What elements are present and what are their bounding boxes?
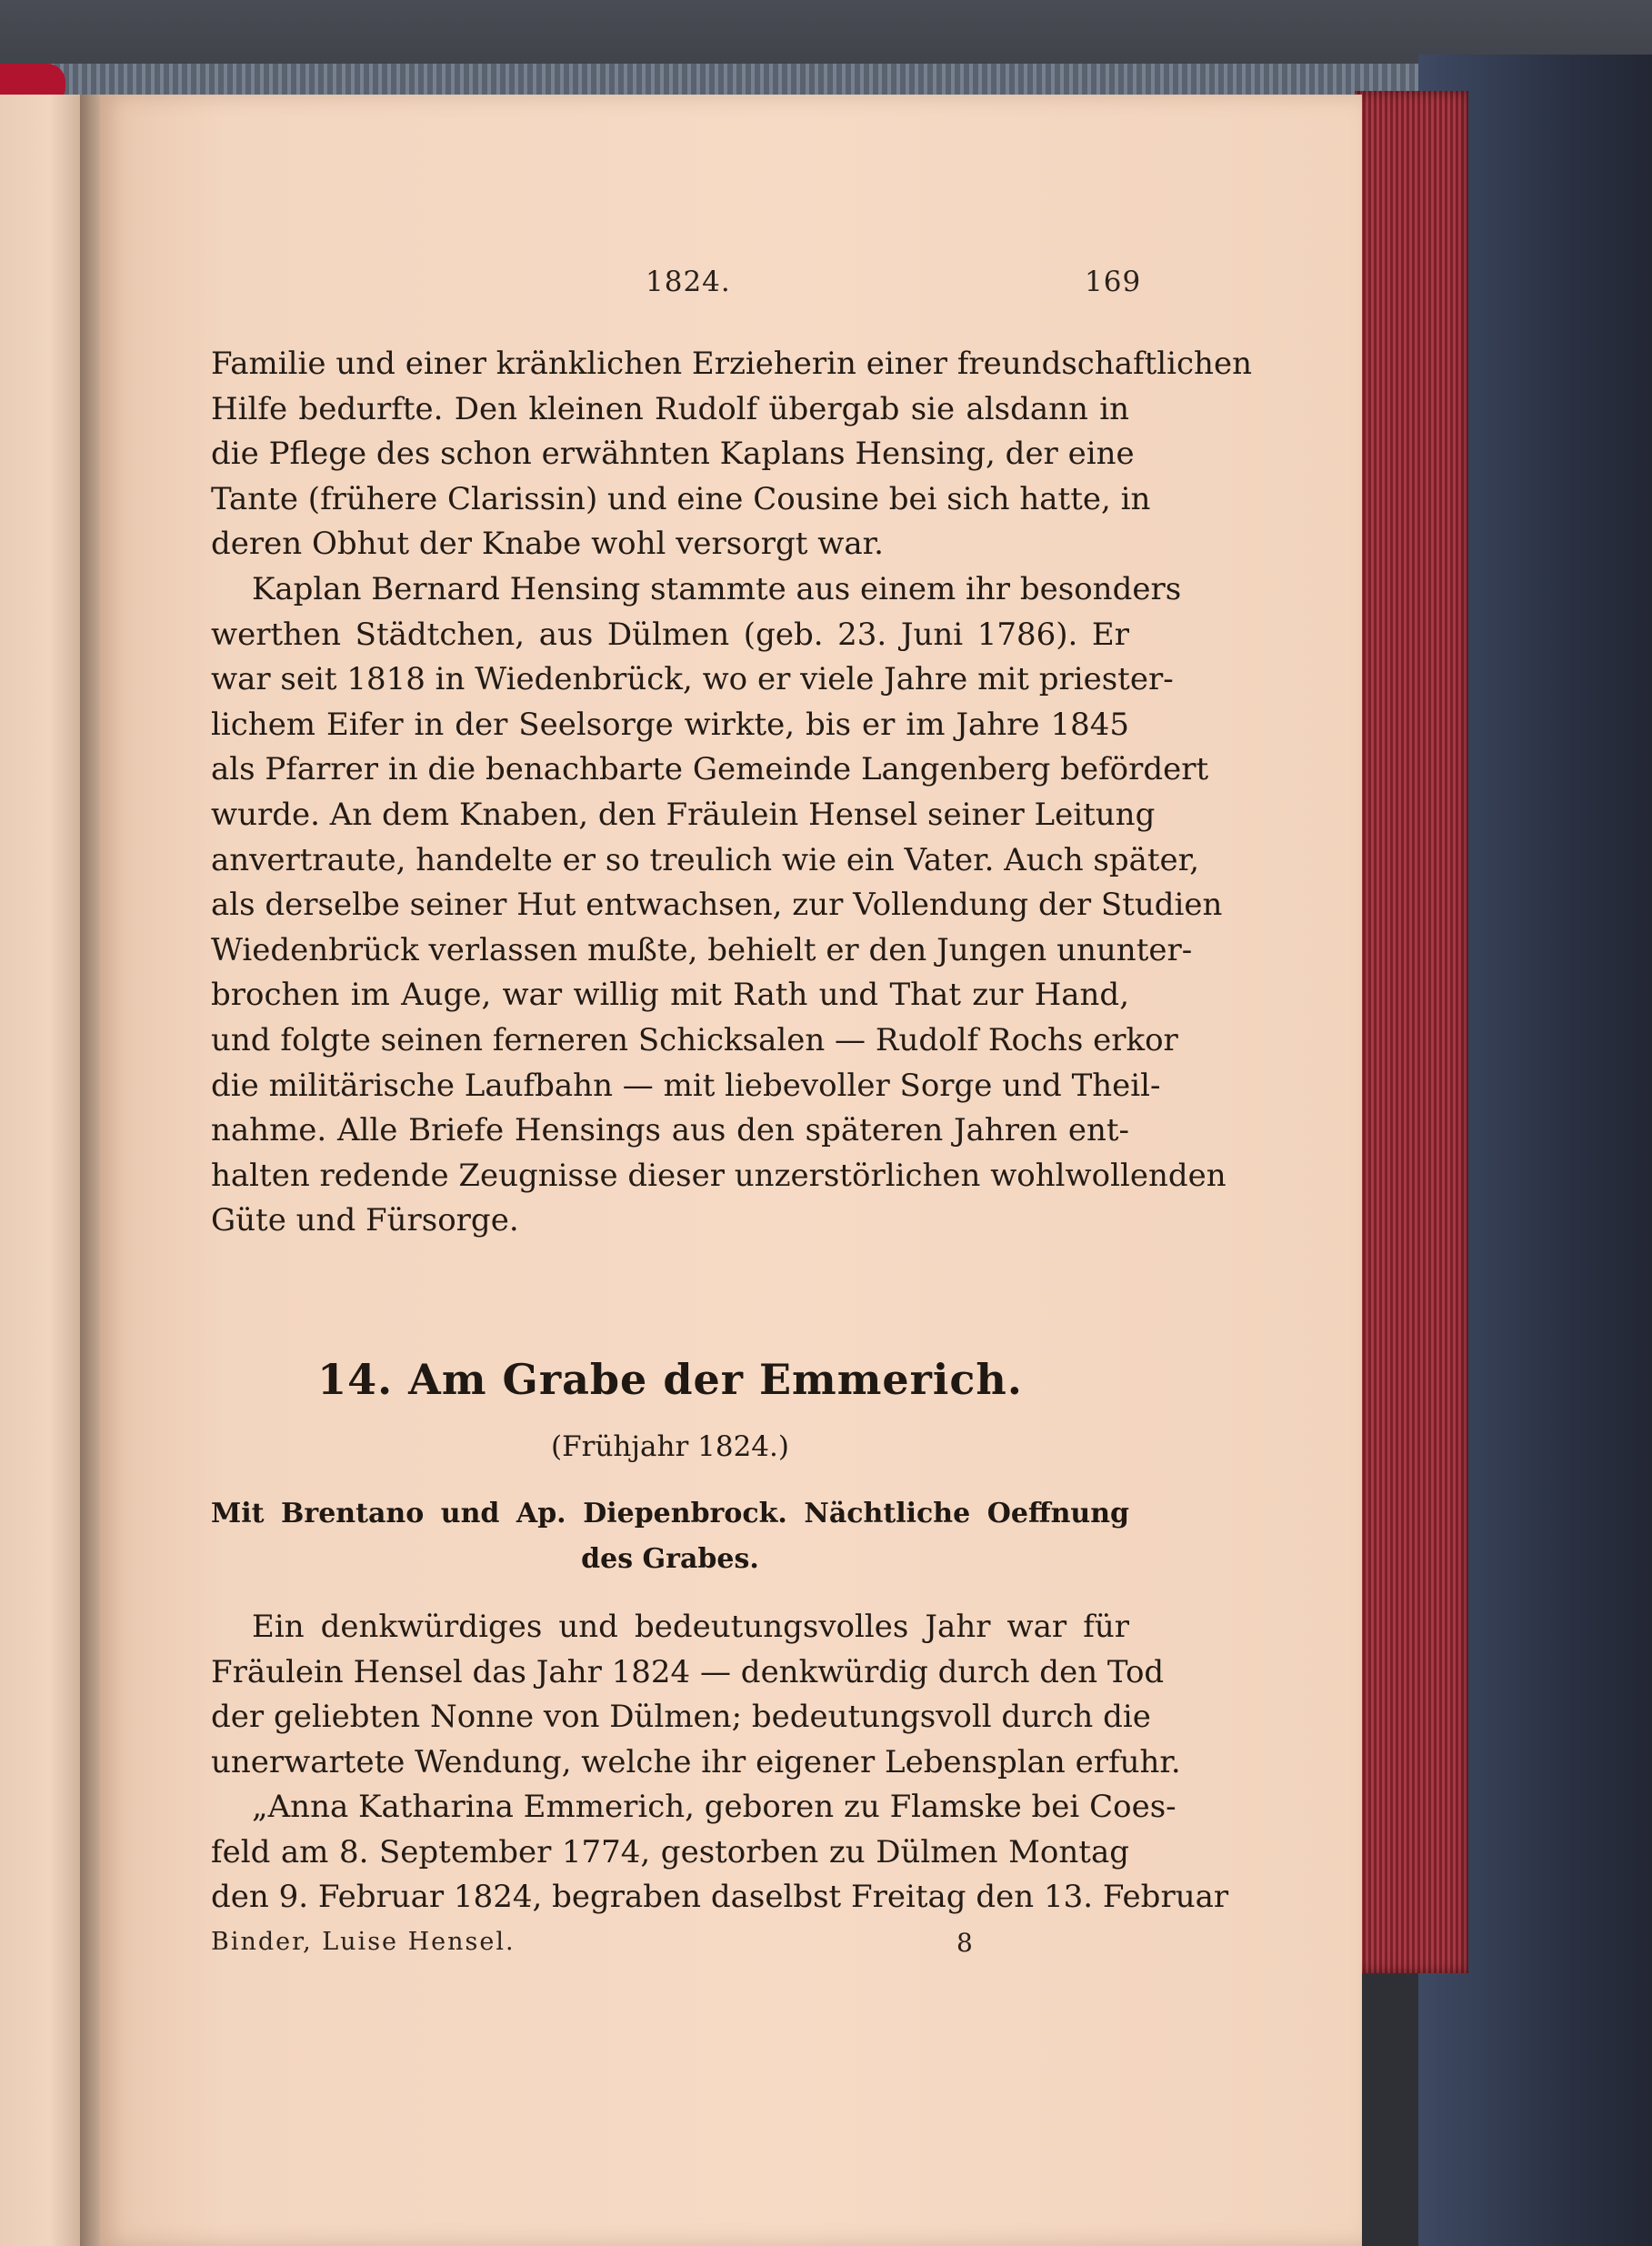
text-line: wurde. An dem Knaben, den Fräulein Hensel seiner Leitung [211, 796, 1156, 833]
paragraph-2 [211, 567, 1226, 1244]
text-line: und folgte seinen ferneren Schicksalen — Rudolf Rochs erkor [211, 1021, 1178, 1058]
text-line: als Pfarrer in die benachbarte Gemeinde Langenberg befördert [211, 751, 1209, 788]
chapter-title: 14. Am Grabe der Emmerich. [317, 1355, 1023, 1404]
text-line: die militärische Laufbahn — mit liebevoller Sorge und Theil- [211, 1067, 1161, 1104]
text-line: Kaplan Bernard Hensing stammte aus einem ihr besonders [252, 571, 1182, 607]
text-line: feld am 8. September 1774, gestorben zu Dülmen Montag [211, 1833, 1129, 1870]
summary-line: des Grabes. [581, 1543, 759, 1575]
chapter-summary [211, 1491, 1129, 1582]
text-line: werthen Städtchen, aus Dülmen (geb. 23. Juni 1786). Er [211, 616, 1129, 653]
text-line: war seit 1818 in Wiedenbrück, wo er viele Jahre mit priester- [211, 661, 1174, 698]
text-line: den 9. Februar 1824, begraben daselbst Freitag den 13. Februar [211, 1879, 1229, 1916]
text-line: Ein denkwürdiges und bedeutungsvolles Jahr war für [252, 1609, 1129, 1645]
text-line: Hilfe bedurfte. Den kleinen Rudolf übergab sie alsdann in [211, 390, 1129, 427]
paragraph-3 [211, 1605, 1181, 1785]
text-line: halten redende Zeugnisse dieser unzerstörlichen wohlwollenden [211, 1157, 1226, 1194]
chapter-subtitle: (Frühjahr 1824.) [551, 1430, 789, 1463]
paragraph-4 [211, 1785, 1229, 1920]
sheet-number: 8 [956, 1928, 973, 1958]
page-number: 169 [1085, 266, 1142, 298]
text-line: als derselbe seiner Hut entwachsen, zur Vollendung der Studien [211, 887, 1223, 924]
left-page-edge [0, 95, 91, 2246]
text-line: der geliebten Nonne von Dülmen; bedeutungsvoll durch die [211, 1699, 1151, 1736]
running-header-year: 1824. [646, 266, 731, 298]
paragraph-1 [211, 342, 1252, 567]
text-line: unerwartete Wendung, welche ihr eigener Lebensplan erfuhr. [211, 1743, 1181, 1780]
text-line: anvertraute, handelte er so treulich wie ein Vater. Auch später, [211, 841, 1200, 878]
spine-headband [36, 64, 1455, 98]
summary-line: Mit Brentano und Ap. Diepenbrock. Nächtliche Oeffnung [211, 1498, 1129, 1529]
text-line: lichem Eifer in der Seelsorge wirkte, bis er im Jahre 1845 [211, 706, 1129, 743]
text-line: nahme. Alle Briefe Hensings aus den späteren Jahren ent- [211, 1112, 1129, 1149]
text-line: die Pflege des schon erwähnten Kaplans Hensing, der eine [211, 436, 1135, 473]
footer-signature: Binder, Luise Hensel. [211, 1928, 516, 1956]
text-line: deren Obhut der Knabe wohl versorgt war. [211, 526, 884, 563]
text-line: Familie und einer kränklichen Erzieherin einer freundschaftlichen [211, 346, 1252, 382]
text-line: brochen im Auge, war willig mit Rath und That zur Hand, [211, 977, 1129, 1014]
text-line: Fräulein Hensel das Jahr 1824 — denkwürdig durch den Tod [211, 1653, 1165, 1690]
page-block-edges [1355, 91, 1468, 1973]
text-line: Tante (frühere Clarissin) und eine Cousine bei sich hatte, in [211, 480, 1151, 517]
text-line: Güte und Fürsorge. [211, 1202, 519, 1239]
text-line: Wiedenbrück verlassen mußte, behielt er den Jungen ununter- [211, 931, 1193, 968]
text-line: „Anna Katharina Emmerich, geboren zu Flamske bei Coes- [252, 1789, 1176, 1825]
